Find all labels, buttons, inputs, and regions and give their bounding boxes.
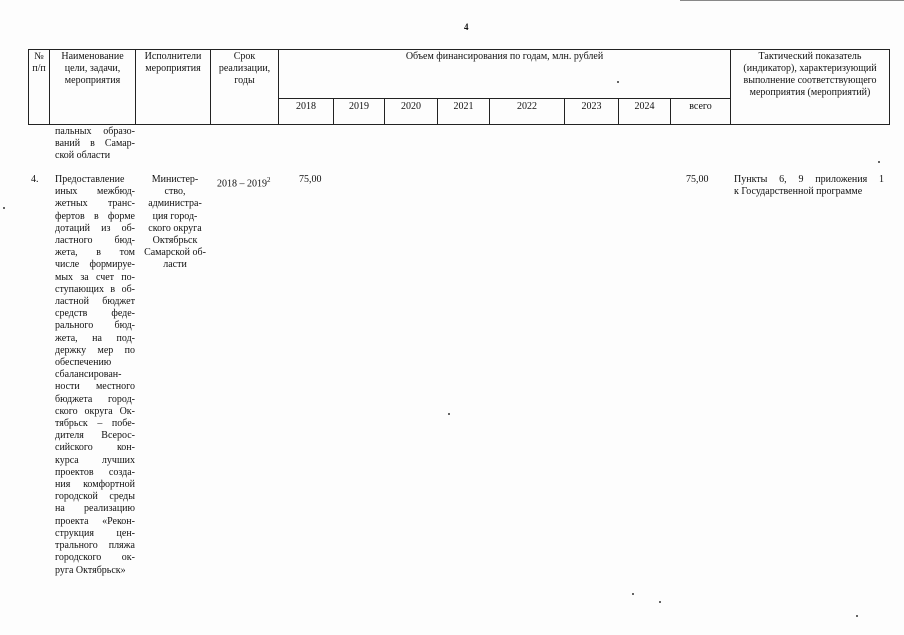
- scan-speck: [659, 601, 661, 603]
- row4-term: [217, 174, 271, 191]
- row4-executor-line: ция город-: [152, 210, 198, 222]
- row4-name-line: ности местного: [55, 381, 135, 393]
- prev-row-name: [55, 126, 135, 163]
- row4-executor-line: ство,: [164, 186, 186, 198]
- scan-speck: [878, 161, 880, 163]
- row4-name-line: проекта «Рекон-: [55, 515, 135, 527]
- row4-name-line: фертов в форме: [55, 210, 135, 222]
- year-total: всего: [671, 99, 731, 125]
- row4-name-line: обеспечению: [55, 357, 112, 369]
- scan-speck: [617, 81, 619, 83]
- row4-executor-line: Самарской об-: [144, 247, 206, 259]
- row4-name-line: ского округа Ок-: [55, 405, 135, 417]
- header-financing: Объем финансирования по годам, млн. рублей: [279, 50, 731, 99]
- row4-indicator-line: к Государственной программе: [734, 186, 863, 198]
- row4-name-line: городской среды: [55, 491, 135, 503]
- row4-name-line: дителя Всерос-: [55, 430, 135, 442]
- scan-speck: [632, 593, 634, 595]
- year-2020: 2020: [385, 99, 438, 125]
- row4-name-line: струкция цен-: [55, 527, 135, 539]
- prev-row-name-line: ской области: [55, 150, 111, 162]
- row4-num: 4.: [31, 174, 39, 185]
- year-2022: 2022: [490, 99, 565, 125]
- row4-name-line: ступающих в об-: [55, 283, 135, 295]
- year-2019: 2019: [334, 99, 385, 125]
- scan-speck: [448, 413, 450, 415]
- row4-name-line: средств феде-: [55, 308, 135, 320]
- row4-name-line: ластной бюджет: [55, 296, 135, 308]
- row4-name-line: сбалансирован-: [55, 369, 122, 381]
- year-2018: 2018: [279, 99, 334, 125]
- row4-executors: [139, 174, 211, 272]
- row4-name-line: ластного бюд-: [55, 235, 135, 247]
- scan-speck: [856, 615, 858, 617]
- year-2023: 2023: [565, 99, 619, 125]
- row4-name-line: дотаций из об-: [55, 222, 135, 234]
- row4-name-line: жета, на под-: [55, 332, 135, 344]
- header-name: Наименование цели, задачи, мероприятия: [50, 50, 136, 125]
- row4-name-line: сийского кон-: [55, 442, 135, 454]
- row4-executor-line: Октябрьск: [152, 235, 198, 247]
- row4-name-line: жета, в том: [55, 247, 135, 259]
- row4-total-value: 75,00: [686, 174, 709, 185]
- top-rule: [680, 0, 904, 1]
- prev-row-name-line: пальных образо-: [55, 126, 135, 137]
- row4-name-line: жетных транс-: [55, 198, 135, 210]
- row4-name-line: рального бюд-: [55, 320, 135, 332]
- year-2021: 2021: [438, 99, 490, 125]
- row4-name: [55, 174, 135, 577]
- row4-executor-line: Министер-: [151, 174, 199, 185]
- page-number: 4: [464, 22, 469, 32]
- row4-name-line: ния комфортной: [55, 479, 135, 491]
- row4-name-line: бюджета город-: [55, 393, 135, 405]
- row4-executor-line: ласти: [163, 259, 187, 271]
- row4-name-line: Предоставление: [55, 174, 125, 185]
- row4-indicator-line: Пункты 6, 9 приложения 1: [734, 174, 884, 185]
- row4-executor-line: ского округа: [148, 222, 202, 234]
- row4-name-line: держку мер по: [55, 344, 135, 356]
- row4-name-line: руга Октябрьск»: [55, 564, 126, 576]
- header-indicator: Тактический показатель (индикатор), характеризующий выполнение соответствующего мероприятия (мероприятий): [731, 50, 890, 125]
- row4-name-line: городского ок-: [55, 552, 135, 564]
- prev-row-name-line: ваний в Самар-: [55, 138, 135, 150]
- row4-term-footnote: 2: [267, 176, 271, 184]
- header-num: № п/п: [29, 50, 50, 125]
- row4-executor-line: администра-: [148, 198, 202, 210]
- table-header: [28, 49, 890, 125]
- row4-name-line: тябрьск – побе-: [55, 418, 135, 430]
- row4-name-line: трального пляжа: [55, 540, 135, 552]
- header-exec: Исполнители мероприятия: [136, 50, 211, 125]
- row4-term-value: 2018 – 2019: [217, 178, 267, 190]
- row4-name-line: курса лучших: [55, 454, 135, 466]
- row4-indicator: [734, 174, 884, 198]
- scan-speck: [3, 207, 5, 209]
- row4-2018-value: 75,00: [299, 174, 322, 185]
- row4-name-line: иных межбюд-: [55, 186, 135, 198]
- year-2024: 2024: [619, 99, 671, 125]
- row4-name-line: числе формируе-: [55, 259, 135, 271]
- row4-name-line: проектов созда-: [55, 466, 135, 478]
- row4-name-line: на реализацию: [55, 503, 135, 515]
- row4-name-line: мых за счет по-: [55, 271, 135, 283]
- header-term: Срок реализации, годы: [211, 50, 279, 125]
